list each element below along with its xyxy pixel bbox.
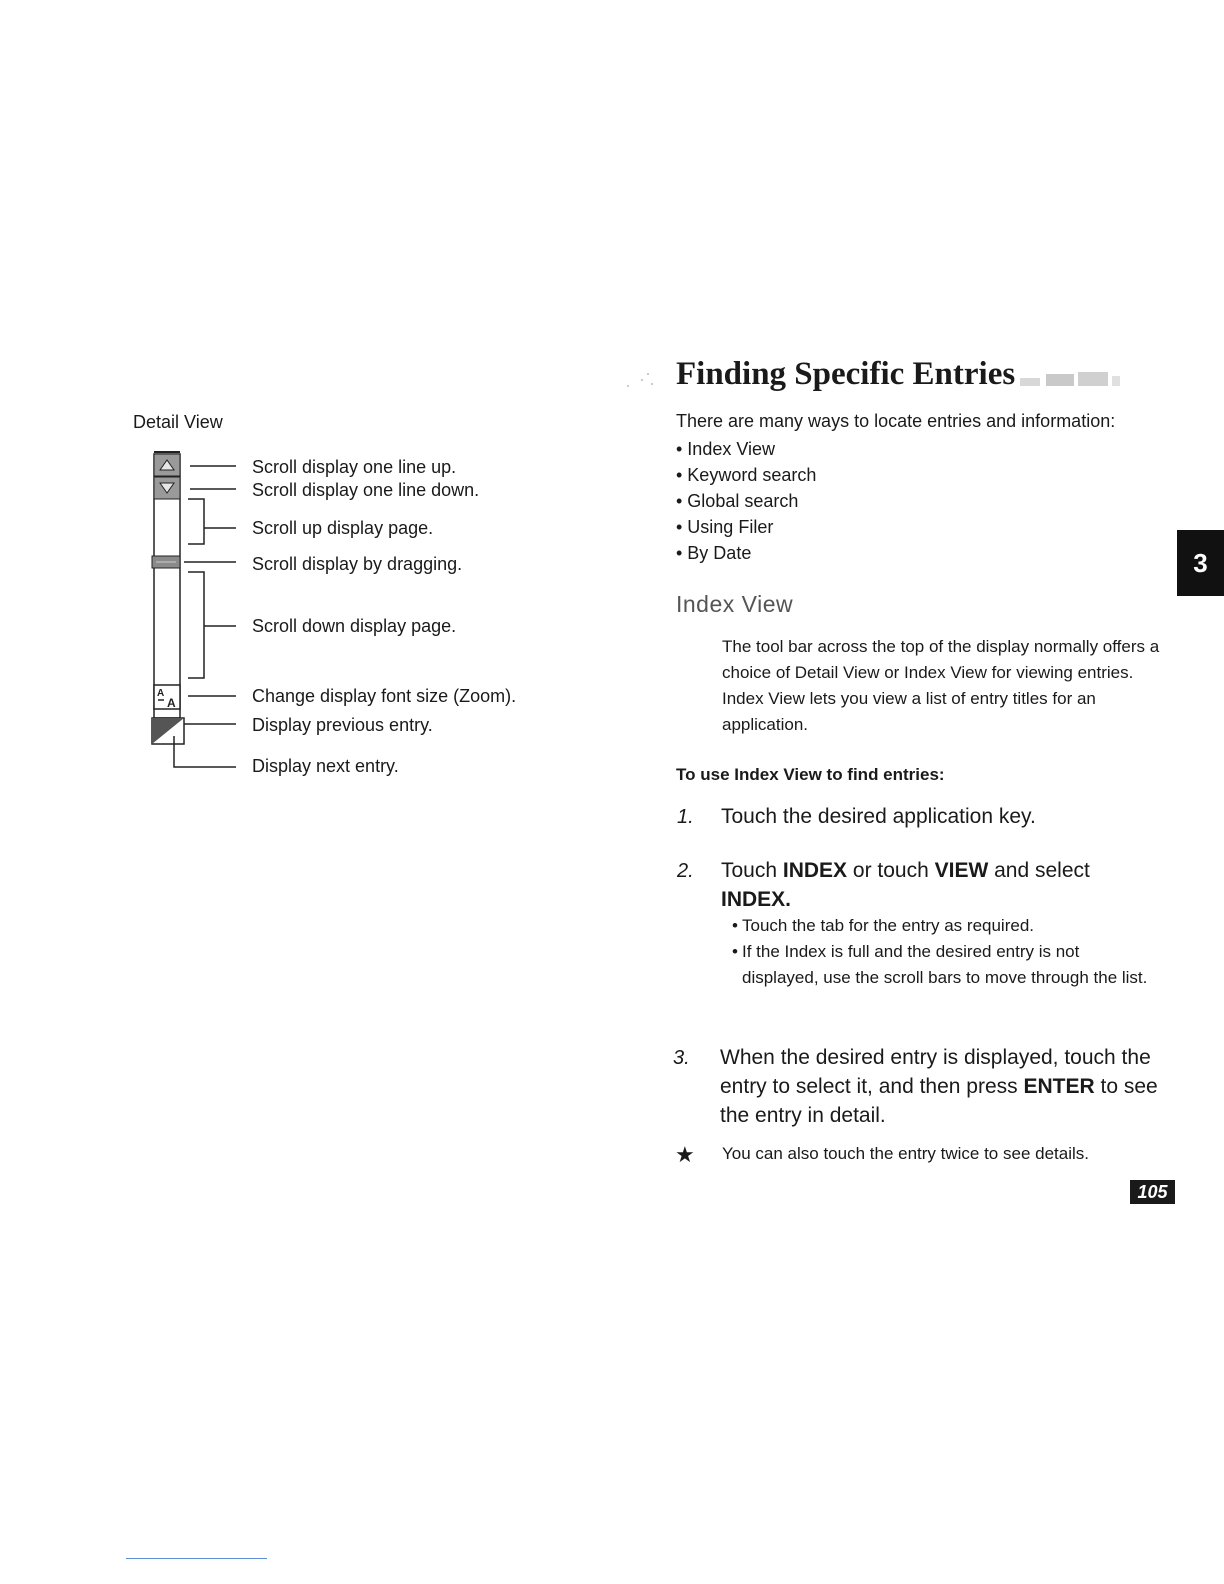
callout-page-down: Scroll down display page.: [252, 616, 457, 636]
list-item: • Touch the tab for the entry as required.: [732, 913, 1152, 939]
tip-star-icon: ★: [675, 1142, 695, 1167]
step-text: Touch the desired application key.: [721, 805, 1036, 828]
scrollbar-diagram: [150, 452, 242, 782]
scroll-up-arrow-icon: [154, 454, 180, 476]
list-item: • Using Filer: [676, 517, 774, 537]
methods-list: [676, 436, 816, 566]
index-view-paragraph: The tool bar across the top of the display normally offers a choice of Detail View or Index View for viewing entries. Index View lets you view a list of entry titles for an application.: [722, 637, 1160, 734]
list-item: • By Date: [676, 543, 752, 563]
step-text: When the desired entry is displayed, touch the entry to select it, and then press ENTER to see the entry in detail.: [720, 1046, 1158, 1127]
procedure-title: To use Index View to find entries:: [676, 765, 945, 784]
list-item: • If the Index is full and the desired entry is not displayed, use the scroll bars to move through the list.: [732, 939, 1152, 991]
step-text: Touch INDEX or touch VIEW and select INDEX.: [721, 859, 1090, 911]
page-number: 105: [1130, 1180, 1175, 1204]
scroll-down-arrow-icon: [154, 477, 180, 499]
callout-page-up: Scroll up display page.: [252, 518, 434, 538]
prev-next-entry-icon: [152, 718, 184, 762]
chapter-tab: 3: [1177, 530, 1224, 596]
callout-next-entry: Display next entry.: [252, 756, 399, 776]
section-heading: Finding Specific Entries: [676, 356, 1016, 392]
detail-view-title: Detail View: [133, 412, 223, 432]
index-view-subheading: Index View: [676, 591, 794, 617]
heading-texture-right: [1016, 370, 1126, 390]
list-item: • Index View: [676, 439, 776, 459]
tip-text: You can also touch the entry twice to see details.: [722, 1144, 1089, 1163]
callout-previous-entry: Display previous entry.: [252, 715, 433, 735]
step-number: 3.: [673, 1047, 690, 1069]
callout-zoom: Change display font size (Zoom).: [252, 686, 517, 706]
intro-text: There are many ways to locate entries and information:: [676, 411, 1116, 431]
list-item: • Keyword search: [676, 465, 817, 485]
callout-line-up: Scroll display one line up.: [252, 457, 457, 477]
svg-text:A: A: [167, 696, 176, 710]
step-bullets: [732, 913, 1152, 991]
step-number: 2.: [677, 860, 694, 882]
callout-line-down: Scroll display one line down.: [252, 480, 480, 500]
heading-texture-left: [624, 370, 660, 390]
step-number: 1.: [677, 806, 694, 828]
zoom-icon: [154, 685, 180, 710]
svg-text:A: A: [157, 688, 165, 699]
footer-rule: [126, 1558, 267, 1559]
list-item: • Global search: [676, 491, 799, 511]
callout-drag: Scroll display by dragging.: [252, 554, 463, 574]
